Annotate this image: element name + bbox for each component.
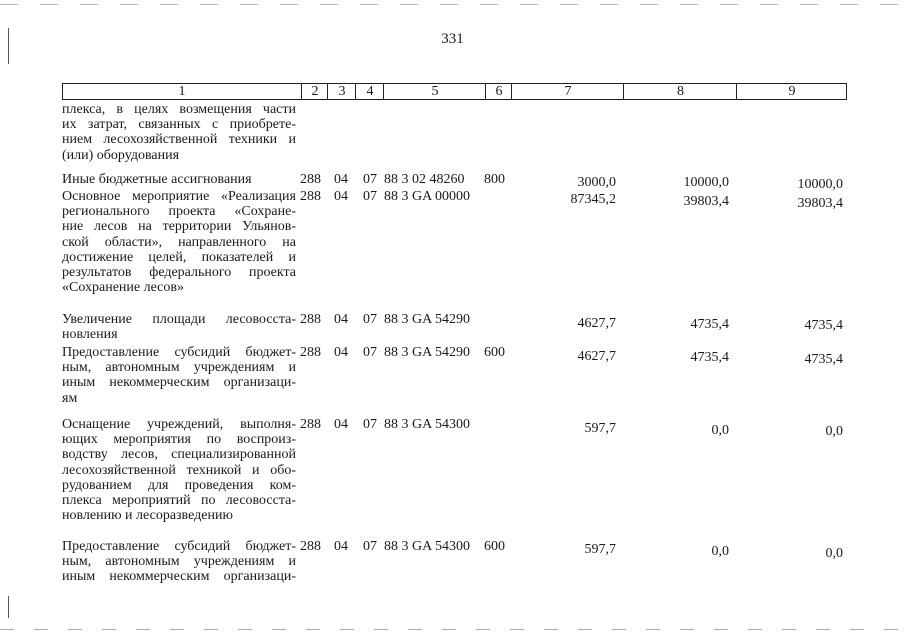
- cell-amount-1: 4627,7: [577, 349, 616, 364]
- row-name: [62, 189, 296, 295]
- row-name: [62, 312, 296, 342]
- row-name-line: ям: [62, 390, 78, 406]
- row-name: [62, 172, 296, 187]
- cell-expense-type: 600: [484, 345, 505, 360]
- row-name-line: Иные бюджетные ассигнования: [62, 172, 252, 187]
- header-col-7: 7: [511, 84, 624, 99]
- cell-section: 04: [334, 312, 348, 327]
- header-col-1: 1: [178, 84, 186, 99]
- cell-ministry-code: 288: [300, 312, 321, 327]
- cell-amount-3: 39803,4: [797, 196, 843, 211]
- row-name-line: Увеличение площади лесовосста-: [62, 312, 296, 327]
- row-name-line: регионального проекта «Сохране-: [62, 204, 296, 220]
- row-name: [62, 102, 296, 163]
- row-name: [62, 539, 296, 585]
- cell-target-article: 88 3 GA 54300: [384, 539, 470, 554]
- cell-target-article: 88 3 GA 54300: [384, 417, 470, 432]
- row-name-line: (или) оборудования: [62, 147, 180, 163]
- row-name-line: плекса мероприятий по лесовосста-: [62, 493, 296, 509]
- cell-section: 04: [334, 189, 348, 204]
- cell-target-article: 88 3 GA 00000: [384, 189, 470, 204]
- row-name-line: их затрат, связанных с приобрете-: [62, 117, 296, 133]
- row-name-line: иным некоммерческим организаци-: [62, 375, 296, 391]
- row-name-line: рудованием для проведения ком-: [62, 477, 296, 493]
- cell-amount-1: 597,7: [584, 542, 616, 557]
- cell-subsection: 07: [363, 172, 377, 187]
- row-name: [62, 417, 296, 523]
- page-number: 331: [441, 31, 464, 47]
- cell-amount-1: 597,7: [584, 421, 616, 436]
- cell-amount-2: 0,0: [711, 544, 729, 559]
- cell-expense-type: 800: [484, 172, 505, 187]
- cell-ministry-code: 288: [300, 539, 321, 554]
- cell-expense-type: 600: [484, 539, 505, 554]
- scan-top-noise: [0, 4, 905, 5]
- cell-subsection: 07: [363, 312, 377, 327]
- header-col-5: 5: [383, 84, 486, 99]
- cell-section: 04: [334, 172, 348, 187]
- row-name-line: Основное мероприятие «Реализация: [62, 189, 296, 204]
- cell-ministry-code: 288: [300, 172, 321, 187]
- header-col-4: 4: [355, 84, 384, 99]
- row-name-line: лесохозяйственной техникой и обо-: [62, 462, 296, 478]
- header-col-8: 8: [623, 84, 737, 99]
- cell-target-article: 88 3 02 48260: [384, 172, 465, 187]
- row-name-line: нием лесохозяйственной техники и: [62, 132, 296, 148]
- row-name-line: новления: [62, 327, 118, 343]
- row-name-line: Предоставление субсидий бюджет-: [62, 345, 296, 360]
- row-name-line: новлению и лесоразведению: [62, 508, 233, 524]
- row-name: [62, 345, 296, 406]
- cell-amount-1: 4627,7: [577, 316, 616, 331]
- cell-section: 04: [334, 417, 348, 432]
- cell-amount-1: 87345,2: [570, 192, 616, 207]
- row-name-line: Оснащение учреждений, выполня-: [62, 417, 296, 432]
- cell-section: 04: [334, 345, 348, 360]
- row-name-line: ным, автономным учреждениям и: [62, 360, 296, 376]
- cell-amount-3: 10000,0: [797, 177, 843, 192]
- row-name-line: результатов федерального проекта: [62, 265, 296, 281]
- cell-subsection: 07: [363, 417, 377, 432]
- row-name-line: достижение целей, показателей и: [62, 249, 296, 265]
- cell-target-article: 88 3 GA 54290: [384, 345, 470, 360]
- table-header: [62, 83, 847, 100]
- row-name-line: иным некоммерческим организаци-: [62, 569, 296, 585]
- row-name-line: ние лесов на территории Ульянов-: [62, 219, 296, 235]
- cell-ministry-code: 288: [300, 345, 321, 360]
- header-col-2: 2: [301, 84, 328, 99]
- header-col-3: 3: [327, 84, 356, 99]
- cell-amount-3: 0,0: [825, 546, 843, 561]
- cell-subsection: 07: [363, 539, 377, 554]
- cell-section: 04: [334, 539, 348, 554]
- cell-ministry-code: 288: [300, 189, 321, 204]
- header-col-9: 9: [736, 84, 847, 99]
- row-name-line: плекса, в целях возмещения части: [62, 102, 296, 117]
- cell-amount-1: 3000,0: [577, 175, 616, 190]
- cell-amount-2: 0,0: [711, 423, 729, 438]
- header-col-6: 6: [485, 84, 512, 99]
- cell-amount-3: 4735,4: [804, 352, 843, 367]
- row-name-line: ской области», направленного на: [62, 234, 296, 250]
- cell-amount-2: 39803,4: [683, 194, 729, 209]
- cell-amount-2: 4735,4: [690, 317, 729, 332]
- row-name-line: «Сохранение лесов»: [62, 280, 184, 296]
- cell-amount-3: 4735,4: [804, 318, 843, 333]
- row-name-line: Предоставление субсидий бюджет-: [62, 539, 296, 554]
- cell-subsection: 07: [363, 189, 377, 204]
- cell-subsection: 07: [363, 345, 377, 360]
- row-name-line: ным, автономным учреждениям и: [62, 554, 296, 570]
- cell-amount-2: 4735,4: [690, 350, 729, 365]
- scan-edge-mark: [8, 596, 9, 618]
- cell-ministry-code: 288: [300, 417, 321, 432]
- cell-amount-2: 10000,0: [683, 175, 729, 190]
- cell-amount-3: 0,0: [825, 424, 843, 439]
- cell-target-article: 88 3 GA 54290: [384, 312, 470, 327]
- row-name-line: ющих мероприятия по воспроиз-: [62, 432, 296, 448]
- row-name-line: водству лесов, специализированной: [62, 447, 296, 463]
- scan-bottom-noise: [0, 629, 905, 630]
